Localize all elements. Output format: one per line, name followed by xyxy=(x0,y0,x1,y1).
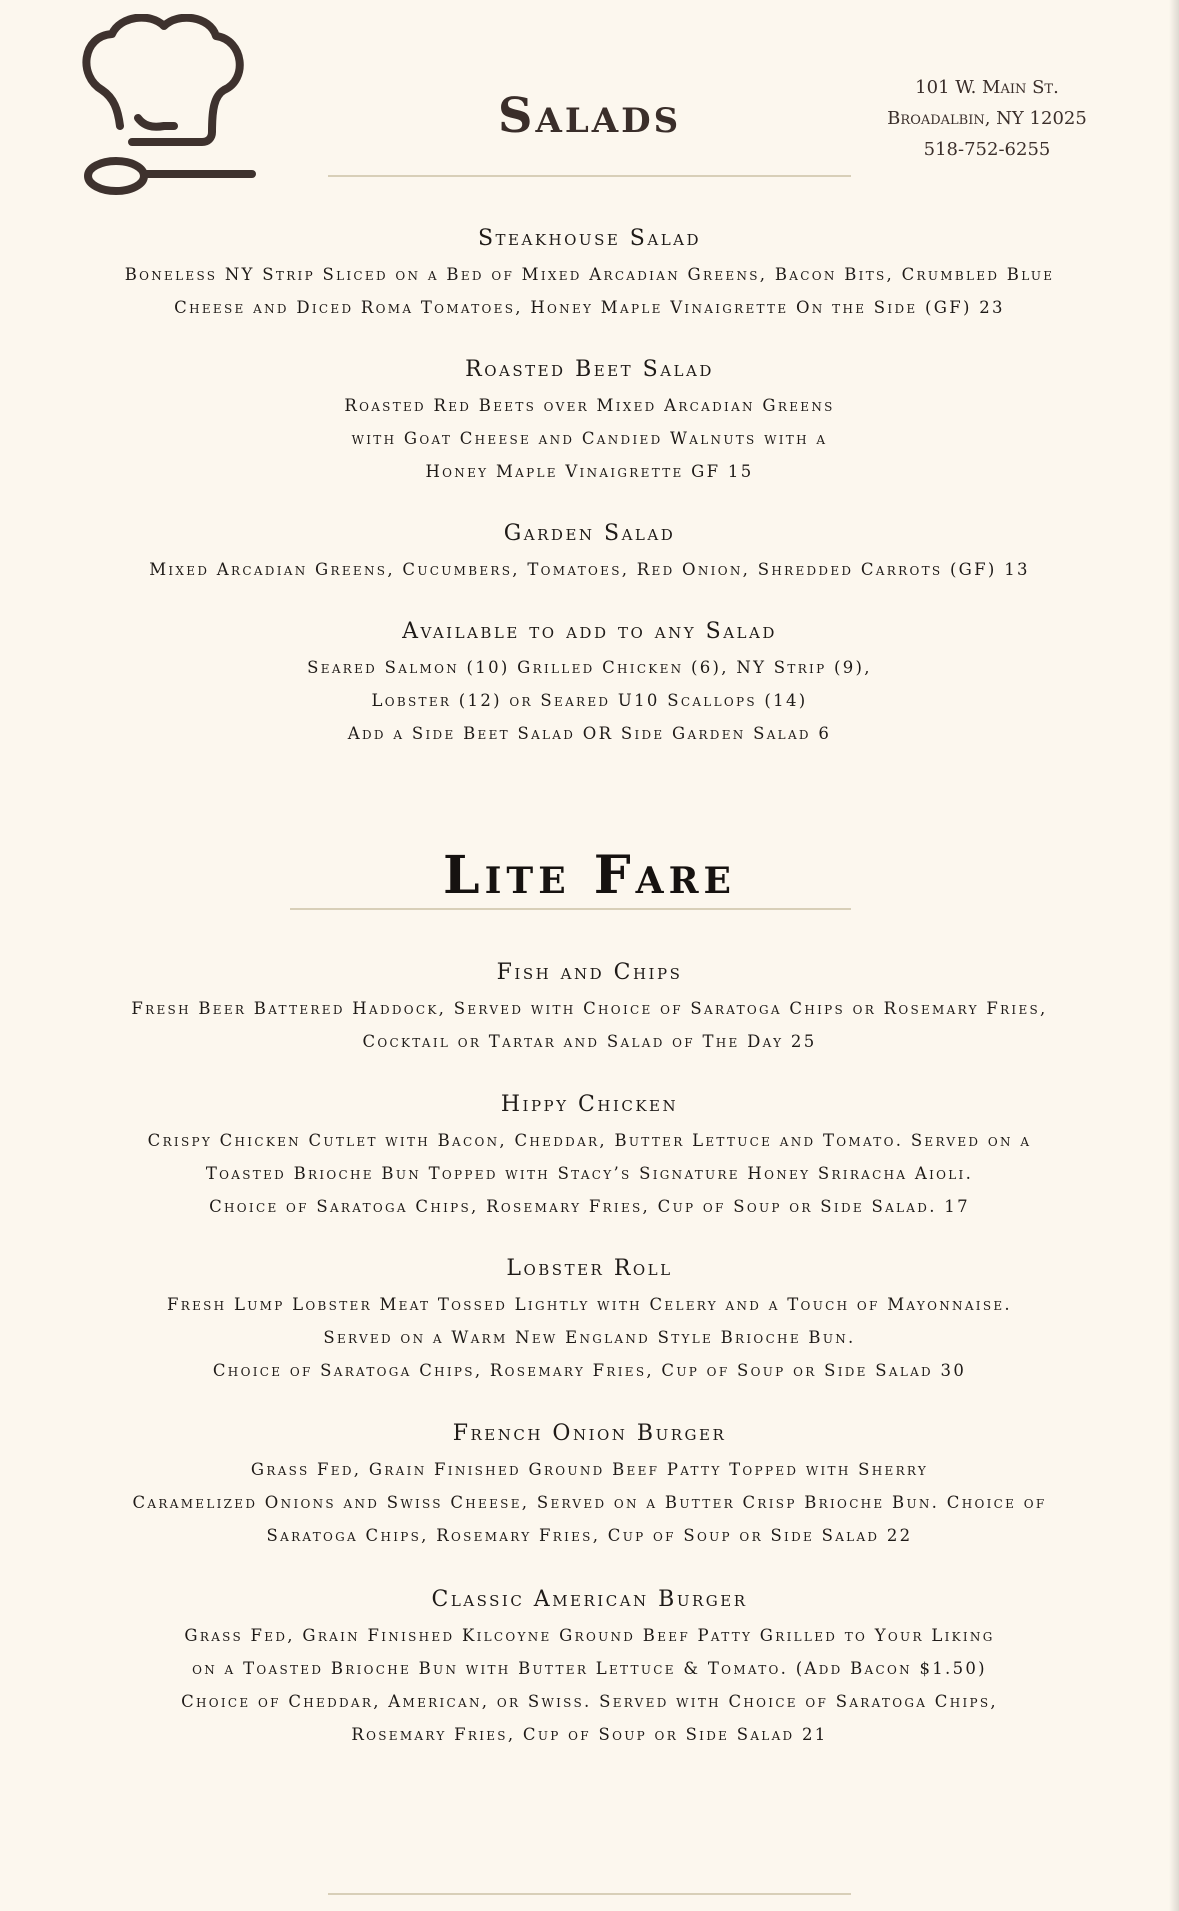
item-description: Rosemary Fries, Cup of Soup or Side Salad 21 xyxy=(351,1725,828,1744)
item-name: Classic American Burger xyxy=(431,1587,748,1612)
item-description: Fresh Beer Battered Haddock, Served with Choice of Saratoga Chips or Rosemary Fries, xyxy=(131,999,1048,1018)
item-description: Roasted Red Beets over Mixed Arcadian Greens xyxy=(344,396,835,415)
menu-item-roasted-beet-salad xyxy=(30,356,1149,488)
item-description: Crispy Chicken Cutlet with Bacon, Cheddar, Butter Lettuce and Tomato. Served on a xyxy=(147,1131,1032,1150)
item-description: Choice of Saratoga Chips, Rosemary Fries, Cup of Soup or Side Salad. 17 xyxy=(209,1197,970,1216)
section-title-lite-fare: Lite Fare xyxy=(443,845,736,906)
item-description: with Goat Cheese and Candied Walnuts with a xyxy=(351,429,828,448)
item-description: Choice of Cheddar, American, or Swiss. Served with Choice of Saratoga Chips, xyxy=(181,1692,998,1711)
menu-item-lobster-roll xyxy=(30,1255,1149,1387)
item-name: Available to add to any Salad xyxy=(402,619,777,644)
menu-item-salad-add-ons xyxy=(30,618,1149,750)
item-name: Fish and Chips xyxy=(496,960,683,985)
item-description: Honey Maple Vinaigrette GF 15 xyxy=(425,462,754,481)
footer-divider xyxy=(328,1893,851,1895)
item-description: Seared Salmon (10) Grilled Chicken (6), NY Strip (9), xyxy=(307,658,872,677)
item-description: Saratoga Chips, Rosemary Fries, Cup of Soup or Side Salad 22 xyxy=(266,1526,913,1545)
item-description: Cocktail or Tartar and Salad of The Day 25 xyxy=(362,1032,817,1051)
item-description: Caramelized Onions and Swiss Cheese, Served on a Butter Crisp Brioche Bun. Choice of xyxy=(132,1493,1047,1512)
item-description: Grass Fed, Grain Finished Ground Beef Patty Topped with Sherry xyxy=(250,1460,929,1479)
item-description: Toasted Brioche Bun Topped with Stacy’s Signature Honey Sriracha Aioli. xyxy=(205,1164,974,1183)
page-title: Salads xyxy=(497,88,682,144)
menu-item-steakhouse-salad xyxy=(30,225,1149,324)
menu-item-garden-salad xyxy=(30,520,1149,586)
item-description: Choice of Saratoga Chips, Rosemary Fries, Cup of Soup or Side Salad 30 xyxy=(212,1361,967,1380)
title-divider xyxy=(328,175,851,177)
address-city: Broadalbin, NY 12025 xyxy=(887,108,1087,129)
item-description: Boneless NY Strip Sliced on a Bed of Mixed Arcadian Greens, Bacon Bits, Crumbled Blue xyxy=(124,265,1055,284)
item-name: Hippy Chicken xyxy=(500,1092,679,1117)
item-description: Add a Side Beet Salad OR Side Garden Salad 6 xyxy=(347,724,832,743)
item-description: Lobster (12) or Seared U10 Scallops (14) xyxy=(371,691,808,710)
item-description: Fresh Lump Lobster Meat Tossed Lightly with Celery and a Touch of Mayonnaise. xyxy=(167,1295,1012,1314)
item-description: Mixed Arcadian Greens, Cucumbers, Tomatoes, Red Onion, Shredded Carrots (GF) 13 xyxy=(149,560,1030,579)
item-description: Served on a Warm New England Style Brioche Bun. xyxy=(323,1328,856,1347)
menu-item-hippy-chicken xyxy=(30,1091,1149,1223)
item-description: on a Toasted Brioche Bun with Butter Lettuce & Tomato. (Add Bacon $1.50) xyxy=(192,1659,987,1678)
item-description: Grass Fed, Grain Finished Kilcoyne Ground Beef Patty Grilled to Your Liking xyxy=(184,1626,995,1645)
restaurant-address xyxy=(857,72,1117,165)
section-divider xyxy=(290,908,851,910)
menu-item-classic-american-burger xyxy=(30,1586,1149,1751)
page-edge-shadow xyxy=(1169,0,1179,1911)
item-name: Steakhouse Salad xyxy=(477,226,702,251)
item-name: Garden Salad xyxy=(503,521,676,546)
item-name: French Onion Burger xyxy=(452,1421,727,1446)
address-phone: 518-752-6255 xyxy=(923,139,1051,160)
item-description: Cheese and Diced Roma Tomatoes, Honey Maple Vinaigrette On the Side (GF) 23 xyxy=(174,298,1005,317)
item-name: Lobster Roll xyxy=(506,1256,673,1281)
menu-item-fish-and-chips xyxy=(30,959,1149,1058)
item-name: Roasted Beet Salad xyxy=(465,357,714,382)
address-street: 101 W. Main St. xyxy=(915,77,1059,98)
menu-item-french-onion-burger xyxy=(30,1420,1149,1552)
